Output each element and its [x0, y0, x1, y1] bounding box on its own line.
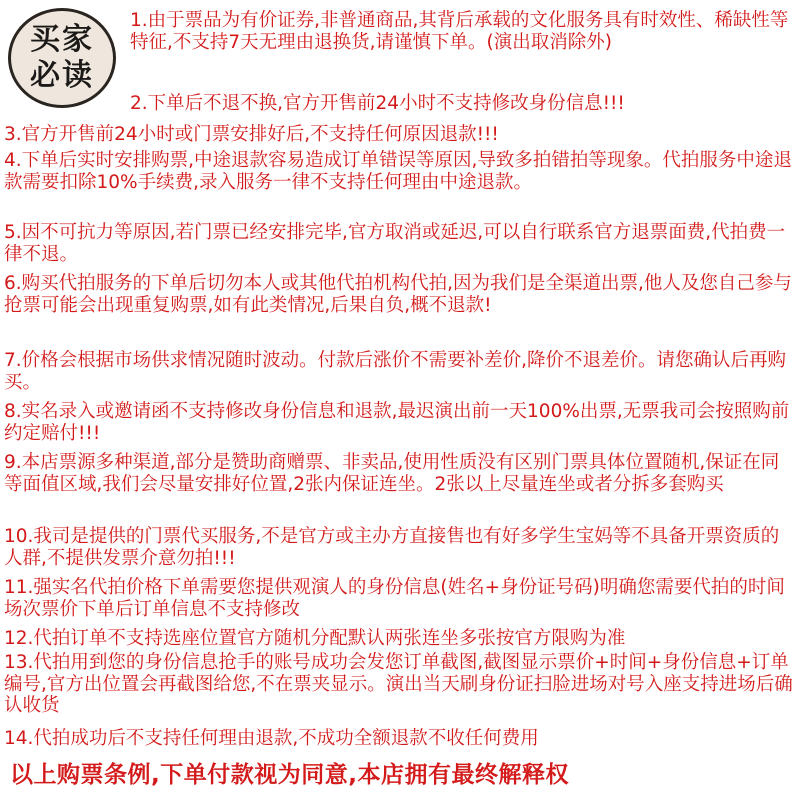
rule-item-6: 6.购买代拍服务的下单后切勿本人或其他代拍机构代拍,因为我们是全渠道出票,他人及您自己参与抢票可能会出现重复购票,如有此类情况,后果自负,概不退款!: [4, 273, 792, 316]
rule-item-1: 1.由于票品为有价证券,非普通商品,其背后承载的文化服务具有时效性、稀缺性等特征,不支持7天无理由退换货,请谨慎下单。(演出取消除外): [130, 10, 789, 53]
rule-item-8: 8.实名录入或邀请函不支持修改身份信息和退款,最迟演出前一天100%出票,无票我司会按照购前约定赔付!!!: [4, 401, 790, 444]
badge-line-1: 买家: [30, 22, 94, 57]
rule-item-12: 12.代拍订单不支持选座位置官方随机分配默认两张连坐多张按官方限购为准: [4, 628, 626, 649]
rule-item-13: 13.代拍用到您的身份信息抢手的账号成功会发您订单截图,截图显示票价+时间+身份信息+订单编号,官方出位置会再截图给您,不在票夹显示。演出当天刷身份证扫脸进场对号入座支持进场后确认收货: [4, 652, 793, 716]
rule-item-14: 14.代拍成功后不支持任何理由退款,不成功全额退款不收任何费用: [4, 728, 539, 749]
badge-line-2: 必读: [30, 58, 94, 93]
rule-item-7: 7.价格会根据市场供求情况随时波动。付款后涨价不需要补差价,降价不退差价。请您确认后再购买。: [4, 350, 787, 393]
rule-item-11: 11.强实名代拍价格下单需要您提供观演人的身份信息(姓名+身份证号码)明确您需要代拍的时间场次票价下单后订单信息不支持修改: [4, 577, 785, 620]
rule-item-10: 10.我司是提供的门票代买服务,不是官方或主办方直接售也有好多学生宝妈等不具备开票资质的人群,不提供发票介意勿拍!!!: [4, 526, 780, 569]
buyer-notice-badge: [8, 8, 116, 108]
terms-footer: 以上购票条例,下单付款视为同意,本店拥有最终解释权: [10, 762, 569, 788]
rule-item-3: 3.官方开售前24小时或门票安排好后,不支持任何原因退款!!!: [4, 124, 499, 145]
rule-item-2: 2.下单后不退不换,官方开售前24小时不支持修改身份信息!!!: [130, 93, 625, 114]
rule-item-5: 5.因不可抗力等原因,若门票已经安排完毕,官方取消或延迟,可以自行联系官方退票面费,代拍费一律不退。: [4, 222, 786, 265]
rule-item-9: 9.本店票源多种渠道,部分是赞助商赠票、非卖品,使用性质没有区别门票具体位置随机,保证在同等面值区域,我们会尽量安排好位置,2张内保证连坐。2张以上尽量连坐或者分拆多套购买: [4, 452, 780, 495]
rule-item-4: 4.下单后实时安排购票,中途退款容易造成订单错误等原因,导致多拍错拍等现象。代拍服务中途退款需要扣除10%手续费,录入服务一律不支持任何理由中途退款。: [4, 150, 792, 193]
